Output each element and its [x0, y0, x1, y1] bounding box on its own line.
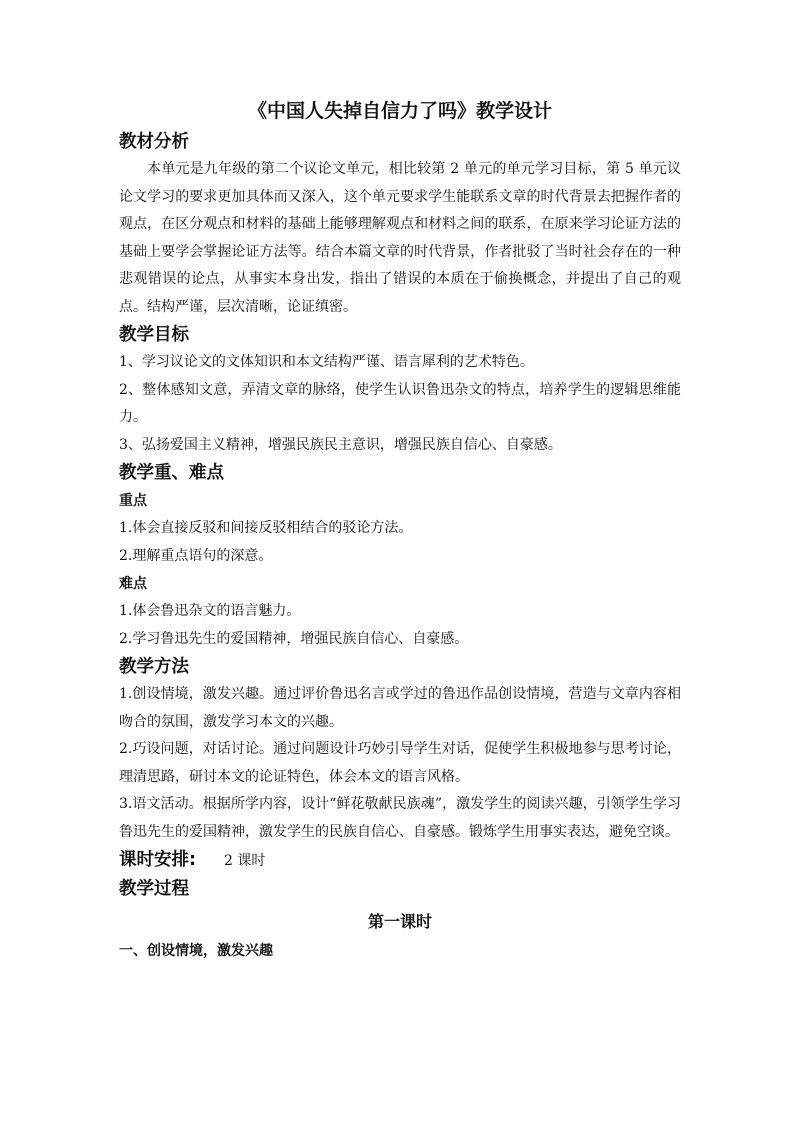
section-heading-objectives: 教学目标	[119, 325, 189, 345]
section-heading-analysis: 教材分析	[119, 132, 189, 152]
schedule-label: 课时安排:	[119, 850, 196, 870]
document-title: 《中国人失掉自信力了吗》教学设计	[247, 100, 552, 122]
difficulty-item-2: 2.学习鲁迅先生的爱国精神，增强民族自信心、自豪感。	[119, 630, 469, 647]
objective-item-2: 2、整体感知文意，弄清文章的脉络，使学生认识鲁迅杂文的特点，培养学生的逻辑思维能力。	[119, 381, 681, 425]
section-heading-methods: 教学方法	[119, 657, 189, 677]
schedule-value: 2 课时	[224, 853, 266, 869]
focus-item-2: 2.理解重点语句的深意。	[119, 547, 273, 564]
subheading-focus: 重点	[119, 493, 147, 509]
objective-item-1: 1、学习议论文的文体知识和本文结构严谨、语言犀利的艺术特色。	[119, 354, 534, 370]
document-body	[119, 96, 681, 965]
method-item-2: 2.巧设问题，对话讨论。通过问题设计巧妙引导学生对话，促使学生积极地参与思考讨论，理清思路，研讨本文的论证特色，体会本文的语言风格。	[119, 741, 681, 785]
objective-item-3: 3、弘扬爱国主义精神，增强民族民主意识，增强民族自信心、自豪感。	[119, 436, 562, 453]
focus-item-1: 1.体会直接反驳和间接反驳相结合的驳论方法。	[119, 520, 413, 536]
process-step-1: 一、创设情境，激发兴趣	[119, 943, 273, 959]
subheading-difficulty: 难点	[119, 576, 147, 592]
schedule-line	[119, 846, 681, 875]
section-heading-process: 教学过程	[119, 879, 189, 899]
analysis-paragraph: 本单元是九年级的第二个议论文单元，相比较第 2 单元的单元学习目标，第 5 单元议论文学习的要求更加具体而又深入，这个单元要求学生能联系文章的时代背景去把握作者的观点，在区分观点和材料的基础上能够理解观点和材料之间的联系，在原来学习论证方法的基础上要学会掌握论证方法等。结合本篇文章的时代背景，作者批驳了当时社会存在的一种悲观错误的论点，从事实本身出发，指出了错误的本质在于偷换概念，并提出了自己的观点。结构严谨，层次清晰，论证缜密。	[119, 161, 681, 315]
lesson-title: 第一课时	[367, 912, 432, 931]
section-heading-keypoints: 教学重、难点	[119, 463, 224, 483]
method-item-3: 3.语文活动。根据所学内容，设计“鲜花敬献民族魂”，激发学生的阅读兴趣，引领学生学习鲁迅先生的爱国精神，激发学生的民族自信心、自豪感。锻炼学生用事实表达，避免空谈。	[119, 796, 681, 840]
method-item-1: 1.创设情境，激发兴趣。通过评价鲁迅名言或学过的鲁迅作品创设情境，营造与文章内容相吻合的氛围，激发学习本文的兴趣。	[119, 686, 681, 730]
difficulty-item-1: 1.体会鲁迅杂文的语言魅力。	[119, 603, 301, 619]
